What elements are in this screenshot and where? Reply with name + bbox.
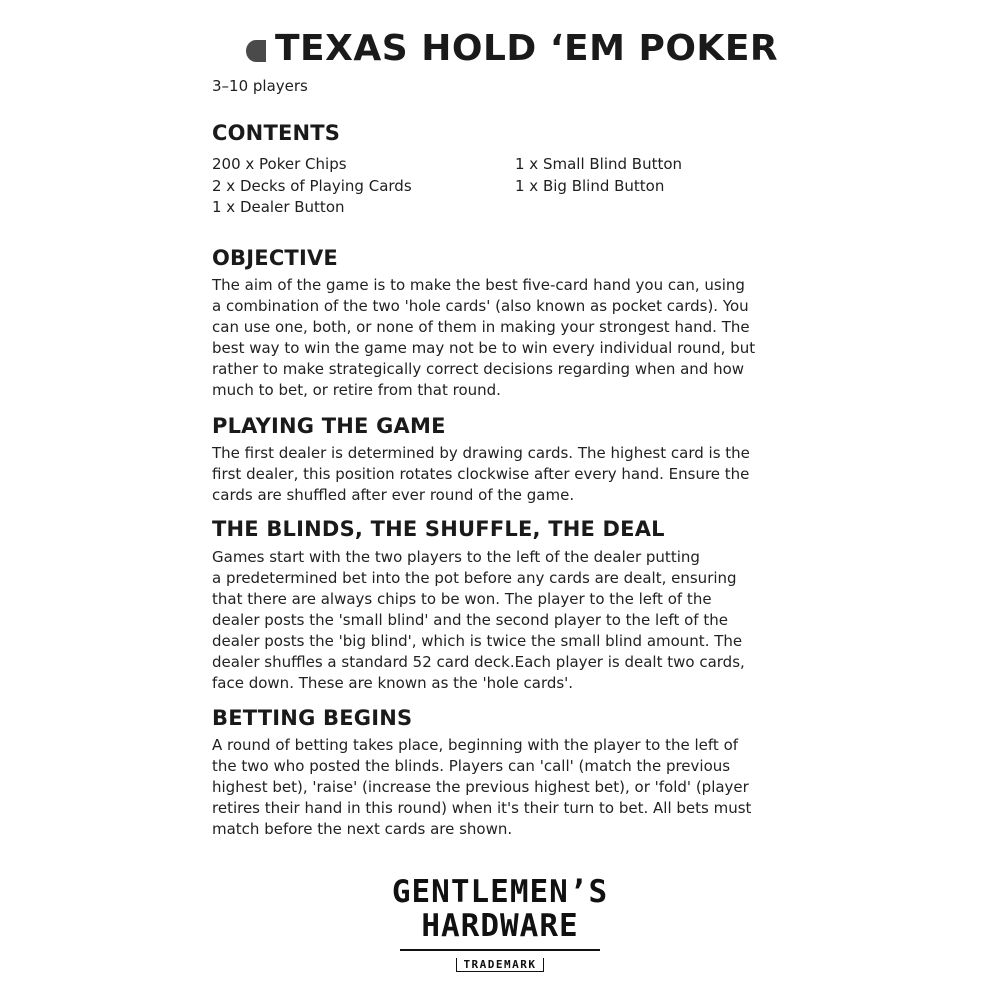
contents-heading: CONTENTS xyxy=(212,121,341,145)
player-count: 3–10 players xyxy=(212,77,308,95)
objective-body: The aim of the game is to make the best five-card hand you can, using a combination of the two 'hole cards' (also known as pocket cards). You can use one, both, or none of them in making your strongest hand. The best way to win the game may not be to win every individual round, but rather to make strategically correct decisions regarding when and how much to bet, or retire from that round. xyxy=(212,276,756,399)
brand-logo xyxy=(384,875,616,972)
contents-item: 1 x Dealer Button xyxy=(212,198,345,216)
contents-list-left xyxy=(212,154,412,219)
cropped-title-glyph xyxy=(246,40,266,62)
betting-body: A round of betting takes place, beginning with the player to the left of the two who posted the blinds. Players can 'call' (match the previous highest bet), 'raise' (increase the previous highest bet), or 'fold' (player retires their hand in this round) when it's their turn to bet. All bets must match before the next cards are shown. xyxy=(212,736,752,838)
blinds-body: Games start with the two players to the left of the dealer putting a predetermined bet into the pot before any cards are dealt, ensuring that there are always chips to be won. The player to the left of the dealer posts the 'small blind' and the second player to the left of the dealer posts the 'big blind', which is twice the small blind amount. The dealer shuffles a standard 52 card deck.Each player is dealt two cards, face down. These are known as the 'hole cards'. xyxy=(212,548,745,692)
objective-heading: OBJECTIVE xyxy=(212,246,338,270)
playing-body: The first dealer is determined by drawing cards. The highest card is the first dealer, this position rotates clockwise after every hand. Ensure the cards are shuffled after ever round of the game. xyxy=(212,444,750,504)
logo-line-1: GENTLEMEN’S xyxy=(391,874,609,910)
betting-heading: BETTING BEGINS xyxy=(212,706,413,730)
contents-item: 1 x Big Blind Button xyxy=(515,176,665,195)
logo-divider xyxy=(400,949,600,951)
contents-list-right xyxy=(515,154,682,197)
contents-item: 200 x Poker Chips xyxy=(212,155,347,173)
contents-item: 2 x Decks of Playing Cards xyxy=(212,176,412,195)
logo-trademark: TRADEMARK xyxy=(456,958,543,972)
blinds-heading: THE BLINDS, THE SHUFFLE, THE DEAL xyxy=(212,517,665,541)
playing-heading: PLAYING THE GAME xyxy=(212,414,446,438)
contents-item: 1 x Small Blind Button xyxy=(515,155,683,173)
page-title: TEXAS HOLD ‘EM POKER xyxy=(275,28,779,69)
logo-line-2: HARDWARE xyxy=(421,908,579,944)
